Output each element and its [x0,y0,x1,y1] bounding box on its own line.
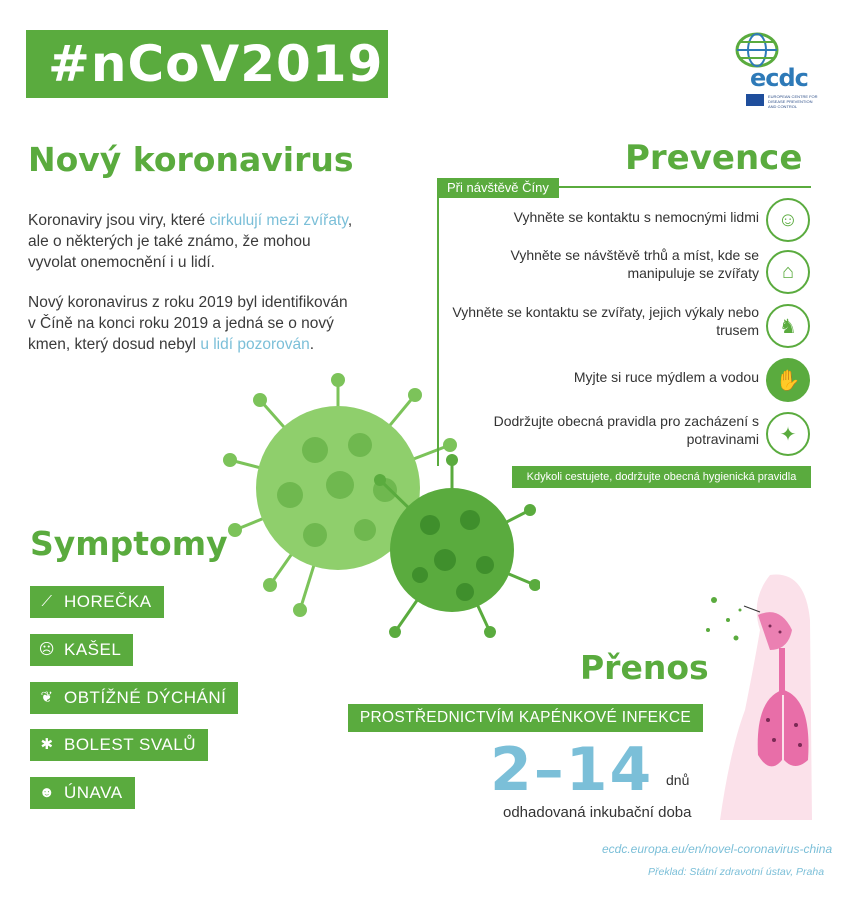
ecdc-logo [722,30,822,110]
symptom-label: OBTÍŽNÉ DÝCHÁNÍ [64,688,227,707]
cow-icon: ♞ [766,304,810,348]
symptom-fatigue [30,777,135,809]
symptom-breathing [30,682,238,714]
translation-credit: Překlad: Státní zdravotní ústav, Praha [648,866,825,878]
incubation-label: odhadovaná inkubační doba [503,804,692,821]
source-url[interactable]: ecdc.europa.eu/en/novel-coronavirus-china [602,842,833,856]
prevence-item-1: Vyhněte se kontaktu s nemocnými lidmi [513,209,759,225]
intro-p2-highlight: u lidí pozorován [200,336,310,353]
prevence-tag: Při návštěvě Číny [437,178,559,198]
intro-title: Nový koronavirus [28,140,354,179]
incubation-number: 2–14 [490,735,654,805]
intro-p1-highlight: cirkulují mezi zvířaty [209,212,348,229]
transmission-bar: PROSTŘEDNICTVÍM KAPÉNKOVÉ INFEKCE [348,704,703,732]
symptom-cough [30,634,133,666]
intro-paragraph-2 [28,292,358,355]
symptom-fever [30,586,164,618]
incubation-unit: dnů [666,772,690,788]
symptom-label: KAŠEL [64,640,122,659]
prevence-footer: Kdykoli cestujete, dodržujte obecná hygienická pravidla [512,466,811,488]
prevence-title: Prevence [625,138,803,178]
sick-person-icon: ☺ [766,198,810,242]
hand-wash-icon: ✋ [766,358,810,402]
prevence-item-2: Vyhněte se návštěvě trhů a míst, kde se manipuluje se zvířaty [510,247,759,281]
intro-p1-text-b: , ale o některých je také známo, že mohou vyvolat onemocnění i u lidí. [28,212,353,271]
logo-subtitle: EUROPEAN CENTRE FOR DISEASE PREVENTION AND CONTROL [768,94,818,109]
prevence-item-5: Dodržujte obecná pravidla pro zacházení s potravinami [493,413,759,447]
symptom-muscle-pain [30,729,208,761]
respiratory-illustration [700,560,820,820]
symptom-label: BOLEST SVALŮ [64,735,196,754]
prenos-title: Přenos [580,648,709,687]
intro-p1-text-a: Koronaviry jsou viry, které [28,212,210,229]
symptom-label: HOREČKA [64,592,152,611]
fatigue-icon: ☻ [38,784,56,801]
symptomy-title: Symptomy [30,524,228,563]
muscle-pain-icon: ✱ [40,736,54,753]
symptom-label: ÚNAVA [64,783,123,802]
logo-wordmark: ecdc [750,64,808,92]
intro-p2-text-b: . [309,336,315,353]
cough-icon: ☹ [38,641,56,658]
market-icon: ⌂ [766,250,810,294]
intro-p2-text-a: Nový koronavirus z roku 2019 byl identifikován v Číně na konci roku 2019 a jedná se o nový kmen, který dosud nebyl [28,294,348,353]
hashtag-banner: #nCoV2019 [26,30,388,98]
lungs-icon: ❦ [40,689,54,706]
eu-flag-icon [746,94,764,106]
prevence-item-4: Myjte si ruce mýdlem a vodou [573,369,759,385]
food-handling-icon: ✦ [766,412,810,456]
thermometer-icon: ⟋ [41,593,53,610]
intro-paragraph-1 [28,210,358,273]
prevence-item-3: Vyhněte se kontaktu se zvířaty, jejich výkaly nebo trusem [452,304,759,338]
